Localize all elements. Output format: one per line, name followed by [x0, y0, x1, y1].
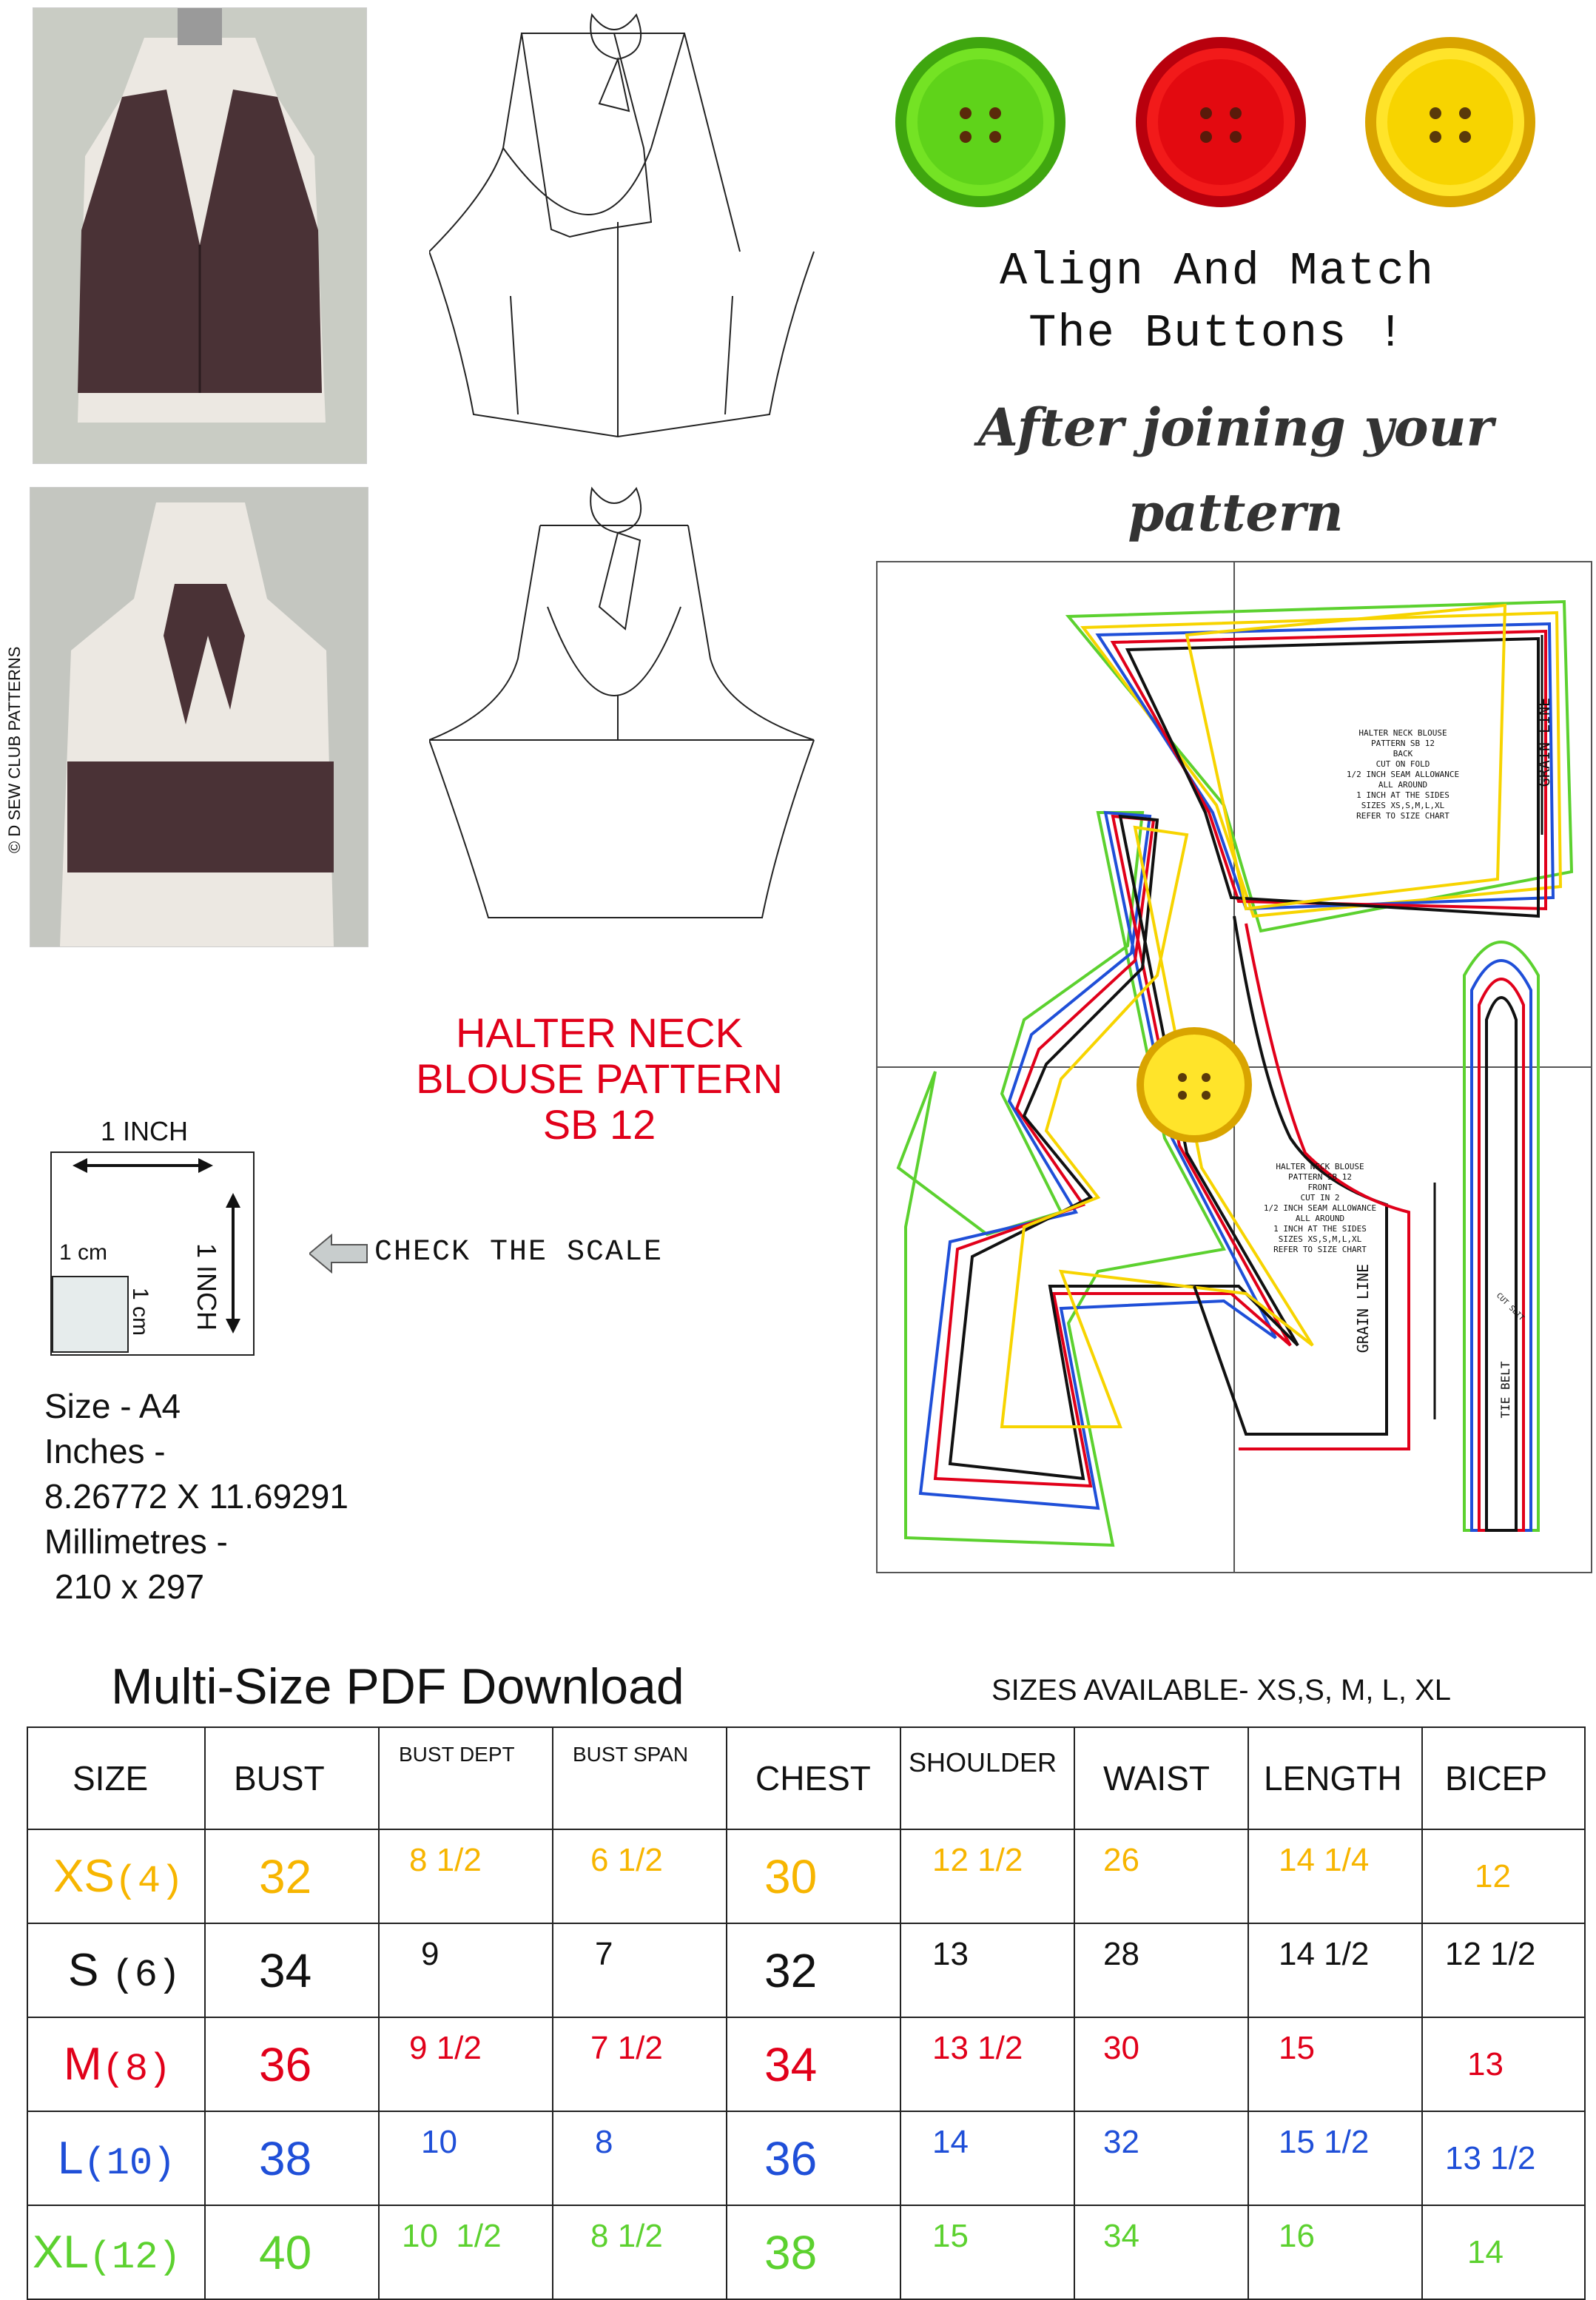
bicep-cell: 14 [1422, 2205, 1585, 2299]
bust-cell: 38 [205, 2111, 379, 2205]
chest-cell: 30 [727, 1829, 900, 1923]
waist-cell: 28 [1074, 1923, 1248, 2017]
scale-side-label: 1 INCH [192, 1243, 222, 1331]
size-cell [27, 1829, 205, 1923]
header-shoulder: SHOULDER [900, 1727, 1074, 1829]
size-cell [27, 2111, 205, 2205]
front-label-6: ALL AROUND [1295, 1214, 1345, 1223]
header-length: LENGTH [1248, 1727, 1422, 1829]
bust-span-cell: 7 1/2 [553, 2017, 727, 2111]
pattern-title-line1: HALTER NECK [456, 1009, 743, 1056]
paper-size-line5: 210 x 297 [55, 1567, 205, 1606]
chest-cell: 36 [727, 2111, 900, 2205]
script-heading-line1: After joining your pattern [977, 397, 1494, 543]
back-photo [30, 487, 368, 947]
size-cell [27, 2205, 205, 2299]
size-cell [27, 1923, 205, 2017]
back-label-3: BACK [1393, 749, 1413, 759]
back-sketch [429, 474, 829, 925]
header-size: SIZE [27, 1727, 205, 1829]
bust-cell: 32 [205, 1829, 379, 1923]
size-chart [27, 1726, 1586, 2300]
waist-cell: 30 [1074, 2017, 1248, 2111]
buttons-heading [940, 241, 1495, 365]
size-number: (8) [101, 2047, 172, 2091]
size-number: (10) [83, 2141, 176, 2185]
scale-horizontal-arrow [73, 1154, 213, 1177]
size-cell [27, 2017, 205, 2111]
chest-cell: 32 [727, 1923, 900, 2017]
size-name: L [58, 2132, 84, 2184]
bust-cell: 40 [205, 2205, 379, 2299]
length-cell: 14 1/2 [1248, 1923, 1422, 2017]
paper-size-info [44, 1384, 349, 1610]
back-label-6: ALL AROUND [1378, 780, 1428, 790]
bicep-cell: 12 [1422, 1829, 1585, 1923]
back-label-4: CUT ON FOLD [1376, 759, 1430, 769]
arrow-left-icon [309, 1231, 368, 1276]
paper-size-line2: Inches - [44, 1432, 166, 1470]
bust-span-cell: 6 1/2 [553, 1829, 727, 1923]
waist-cell: 32 [1074, 2111, 1248, 2205]
cm-top-label: 1 cm [59, 1240, 108, 1265]
back-label-9: REFER TO SIZE CHART [1356, 811, 1449, 821]
buttons-heading-line1: Align And Match [999, 245, 1435, 297]
bicep-cell: 13 1/2 [1422, 2111, 1585, 2205]
front-label-5: 1/2 INCH SEAM ALLOWANCE [1263, 1203, 1377, 1213]
waist-cell: 34 [1074, 2205, 1248, 2299]
bicep-cell: 13 [1422, 2017, 1585, 2111]
size-number: (12) [88, 2235, 181, 2279]
grain-line-back-label: GRAIN LINE [1535, 697, 1553, 787]
shoulder-cell: 15 [900, 2205, 1074, 2299]
size-number: (4) [114, 1859, 184, 1903]
grain-line-front-label: GRAIN LINE [1354, 1263, 1372, 1354]
header-waist: WAIST [1074, 1727, 1248, 1829]
bust-dept-cell: 9 [379, 1923, 553, 2017]
shoulder-cell: 13 1/2 [900, 2017, 1074, 2111]
front-photo [33, 7, 367, 464]
table-row [27, 2205, 1585, 2299]
paper-size-line4: Millimetres - [44, 1522, 228, 1561]
back-label-2: PATTERN SB 12 [1370, 739, 1435, 748]
paper-size-line3: 8.26772 X 11.69291 [44, 1477, 349, 1516]
bust-span-cell: 8 [553, 2111, 727, 2205]
size-name: M [64, 2038, 102, 2090]
pattern-preview [876, 561, 1594, 1575]
header-bust: BUST [205, 1727, 379, 1829]
chest-cell: 34 [727, 2017, 900, 2111]
bust-cell: 34 [205, 1923, 379, 2017]
header-chest: CHEST [727, 1727, 900, 1829]
pattern-title [385, 1010, 814, 1148]
back-label-5: 1/2 INCH SEAM ALLOWANCE [1346, 770, 1460, 779]
front-label-7: 1 INCH AT THE SIDES [1273, 1224, 1367, 1234]
cm-box [52, 1276, 129, 1353]
front-sketch [429, 0, 829, 451]
buttons-heading-line2: The Buttons ! [1028, 307, 1406, 360]
length-cell: 14 1/4 [1248, 1829, 1422, 1923]
table-row [27, 2111, 1585, 2205]
shoulder-cell: 14 [900, 2111, 1074, 2205]
bust-span-cell: 8 1/2 [553, 2205, 727, 2299]
table-header-row [27, 1727, 1585, 1829]
table-row [27, 2017, 1585, 2111]
download-heading: Multi-Size PDF Download [111, 1658, 684, 1715]
size-name: XL [33, 2226, 89, 2278]
length-cell: 15 [1248, 2017, 1422, 2111]
front-label-3: FRONT [1307, 1183, 1333, 1192]
pattern-title-line2: BLOUSE PATTERN [416, 1055, 783, 1102]
size-name: XS [53, 1850, 115, 1902]
check-scale-label: CHECK THE SCALE [374, 1236, 664, 1269]
length-cell: 15 1/2 [1248, 2111, 1422, 2205]
back-label-8: SIZES XS,S,M,L,XL [1361, 801, 1445, 810]
copyright-text: © D SEW CLUB PATTERNS [5, 646, 24, 853]
red-button-icon [1132, 33, 1310, 211]
green-button-icon [892, 33, 1069, 211]
table-row [27, 1923, 1585, 2017]
tie-belt-label: TIE BELT [1498, 1361, 1512, 1419]
header-bicep: BICEP [1422, 1727, 1585, 1829]
bust-dept-cell: 10 1/2 [379, 2205, 553, 2299]
scale-top-label: 1 INCH [101, 1116, 189, 1146]
header-bust-dept: BUST DEPT [379, 1727, 553, 1829]
shoulder-cell: 12 1/2 [900, 1829, 1074, 1923]
cm-side-label: 1 cm [128, 1288, 152, 1336]
header-bust-span: BUST SPAN [553, 1727, 727, 1829]
front-label-2: PATTERN SB 12 [1287, 1172, 1353, 1182]
bust-span-cell: 7 [553, 1923, 727, 2017]
size-name: S [68, 1944, 99, 1996]
scale-vertical-arrow [222, 1193, 244, 1334]
bust-dept-cell: 9 1/2 [379, 2017, 553, 2111]
shoulder-cell: 13 [900, 1923, 1074, 2017]
length-cell: 16 [1248, 2205, 1422, 2299]
chest-cell: 38 [727, 2205, 900, 2299]
back-label-7: 1 INCH AT THE SIDES [1356, 790, 1449, 800]
yellow-button-icon [1361, 33, 1539, 211]
front-label-8: SIZES XS,S,M,L,XL [1278, 1234, 1362, 1244]
bust-cell: 36 [205, 2017, 379, 2111]
cut-slit-label: CUT SLIT [1494, 1291, 1526, 1323]
bicep-cell: 12 1/2 [1422, 1923, 1585, 2017]
front-label-1: HALTER NECK BLOUSE [1276, 1162, 1364, 1171]
bust-dept-cell: 10 [379, 2111, 553, 2205]
paper-size-line1: Size - A4 [44, 1387, 181, 1425]
table-row [27, 1829, 1585, 1923]
front-label-9: REFER TO SIZE CHART [1273, 1245, 1367, 1254]
back-label-1: HALTER NECK BLOUSE [1358, 728, 1447, 738]
pattern-title-line3: SB 12 [542, 1101, 656, 1148]
sizes-available: SIZES AVAILABLE- XS,S, M, L, XL [991, 1674, 1451, 1706]
size-number: (6) [111, 1953, 181, 1997]
front-label-4: CUT IN 2 [1300, 1193, 1340, 1203]
bust-dept-cell: 8 1/2 [379, 1829, 553, 1923]
waist-cell: 26 [1074, 1829, 1248, 1923]
